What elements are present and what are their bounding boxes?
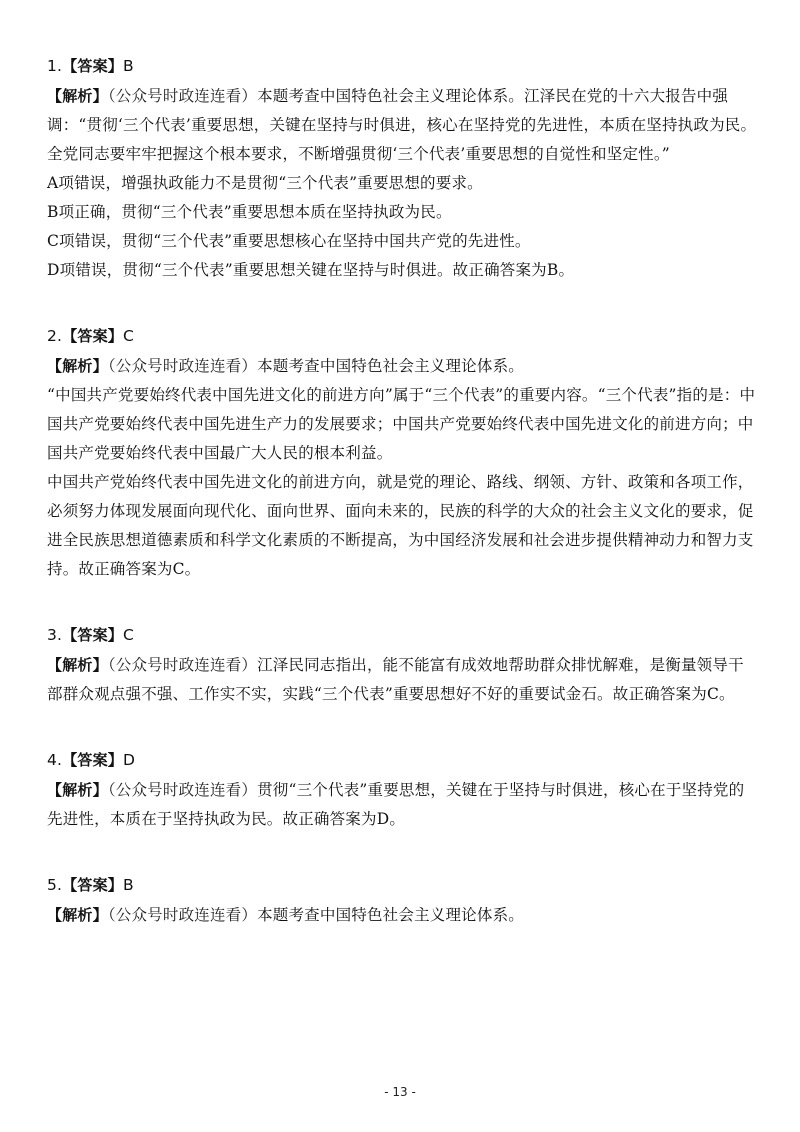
document-page: [47, 52, 759, 967]
answer-value: B: [123, 57, 134, 75]
analysis-paragraph: B项正确，贯彻“三个代表”重要思想本质在坚持执政为民。: [47, 203, 452, 221]
analysis-paragraph: [47, 651, 759, 709]
analysis-text: 本题考查中国特色社会主义理论体系。江泽民在党的十六大报告中强调：“贯彻‘三个代表’重要思想，关键在坚持与时俱进，核心在坚持党的先进性，本质在坚持执政为民。全党同志要牢牢把握这个根本要求，不断增强贯彻‘三个代表’重要思想的自觉性和坚定性。”: [47, 87, 757, 163]
analysis-text: 贯彻“三个代表”重要思想，关键在于坚持与时俱进，核心在于坚持党的先进性，本质在于坚持执政为民。故正确答案为D。: [47, 781, 745, 828]
analysis-text: 江泽民同志指出，能不能富有成效地帮助群众排忧解难，是衡量领导干部群众观点强不强、工作实不实，实践“三个代表”重要思想好不好的重要试金石。故正确答案为C。: [47, 656, 744, 703]
question-number: 4.: [47, 751, 63, 769]
analysis-paragraph: A项错误，增强执政能力不是贯彻“三个代表”重要思想的要求。: [47, 174, 483, 192]
analysis-label: 【解析】: [47, 781, 108, 799]
answer-line: [47, 871, 759, 900]
analysis-paragraph: “中国共产党要始终代表中国先进文化的前进方向”属于“三个代表”的重要内容。“三个代表”指的是：中国共产党要始终代表中国先进生产力的发展要求；中国共产党要始终代表中国先进文化的前进方向；中国共产党要始终代表中国最广大人民的根本利益。: [47, 386, 756, 462]
answer-label: 【答案】: [62, 626, 124, 644]
question-number: 5.: [47, 876, 63, 894]
answer-line: [47, 746, 759, 775]
question-1: [47, 52, 759, 285]
answer-label: 【答案】: [62, 57, 124, 75]
analysis-label: 【解析】: [47, 906, 108, 924]
source-note: （公众号时政连连看）: [107, 906, 258, 924]
analysis-text: 本题考查中国特色社会主义理论体系。: [257, 357, 524, 375]
question-4: [47, 746, 759, 834]
analysis-label: 【解析】: [47, 87, 108, 105]
analysis-paragraph: C项错误，贯彻“三个代表”重要思想核心在坚持中国共产党的先进性。: [47, 232, 531, 250]
answer-line: [47, 52, 759, 81]
analysis-label: 【解析】: [47, 656, 108, 674]
analysis-text: 本题考查中国特色社会主义理论体系。: [257, 906, 524, 924]
source-note: （公众号时政连连看）: [107, 87, 258, 105]
question-number: 3.: [47, 626, 63, 644]
analysis-paragraph: [47, 901, 759, 930]
analysis-label: 【解析】: [47, 357, 108, 375]
analysis-paragraph: [47, 352, 759, 381]
analysis-paragraph: 中国共产党始终代表中国先进文化的前进方向，就是党的理论、路线、纲领、方针、政策和各项工作，必须努力体现发展面向现代化、面向世界、面向未来的，民族的科学的大众的社会主义文化的要求，促进全民族思想道德素质和科学文化素质的不断提高，为中国经济发展和社会进步提供精神动力和智力支持。故正确答案为C。: [47, 473, 754, 578]
answer-line: [47, 322, 759, 351]
answer-value: D: [123, 751, 136, 769]
question-number: 2.: [47, 327, 63, 345]
question-2: [47, 322, 759, 584]
analysis-paragraph: [47, 776, 759, 834]
question-5: [47, 871, 759, 930]
question-number: 1.: [47, 57, 63, 75]
analysis-paragraph: [47, 82, 759, 169]
question-3: [47, 621, 759, 709]
source-note: （公众号时政连连看）: [107, 781, 258, 799]
page-number: - 13 -: [384, 1085, 416, 1099]
answer-value: C: [123, 626, 135, 644]
answer-label: 【答案】: [62, 751, 124, 769]
analysis-paragraph: D项错误，贯彻“三个代表”重要思想关键在坚持与时俱进。故正确答案为B。: [47, 261, 575, 279]
answer-value: B: [123, 876, 134, 894]
source-note: （公众号时政连连看）: [107, 357, 258, 375]
source-note: （公众号时政连连看）: [107, 656, 258, 674]
answer-value: C: [123, 327, 135, 345]
answer-label: 【答案】: [62, 327, 124, 345]
answer-line: [47, 621, 759, 650]
answer-label: 【答案】: [62, 876, 124, 894]
